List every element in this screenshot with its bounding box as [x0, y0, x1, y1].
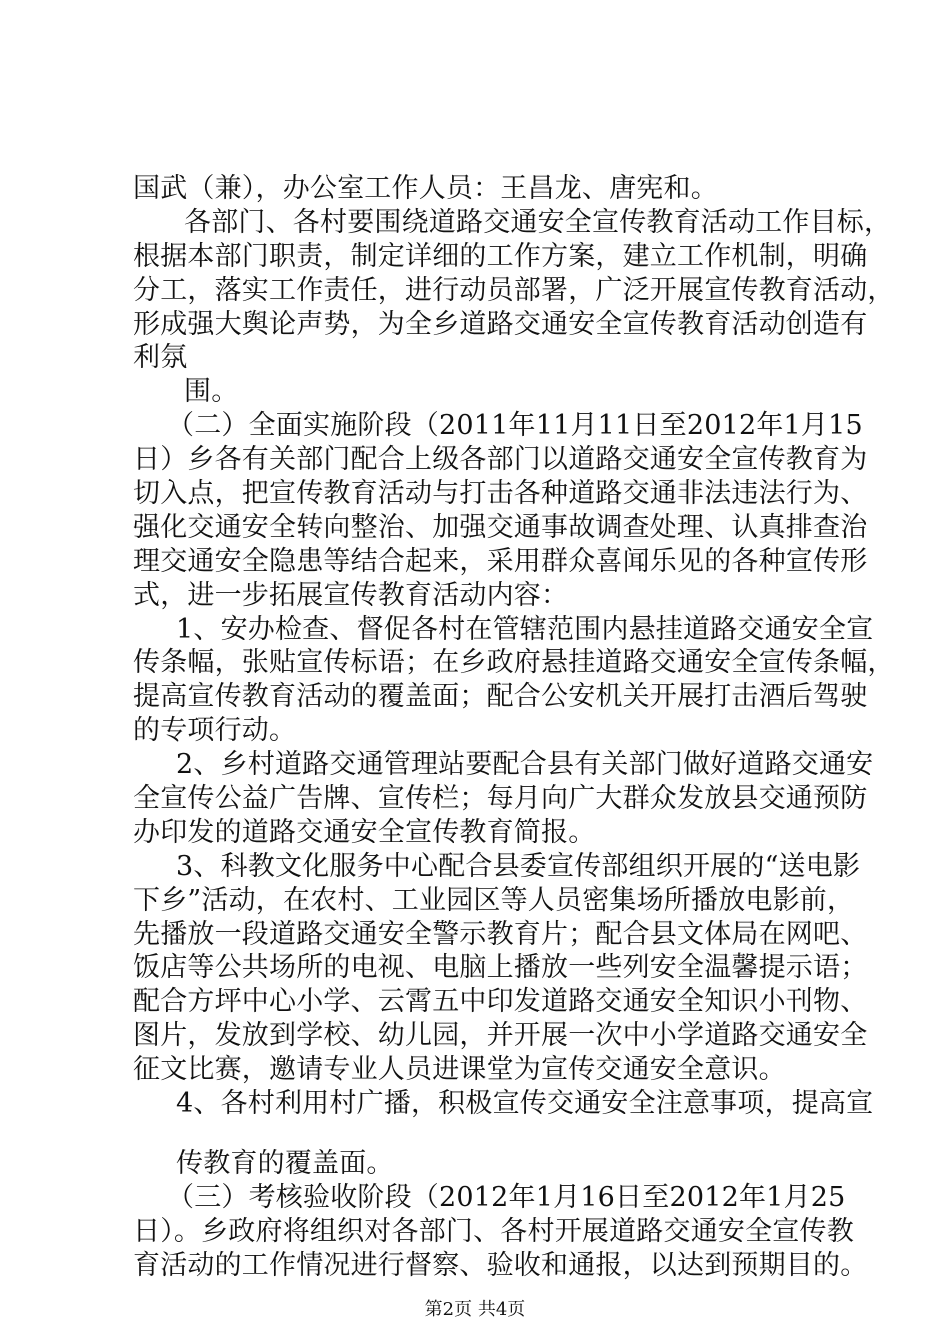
- text-line: 全宣传公益广告牌、宣传栏；每月向广大群众发放县交通预防: [133, 783, 868, 814]
- list-item-line: 2、乡村道路交通管理站要配合县有关部门做好道路交通安: [176, 749, 874, 780]
- text-line: 提高宣传教育活动的覆盖面；配合公安机关开展打击酒后驾驶: [133, 681, 868, 712]
- text-line: 饭店等公共场所的电视、电脑上播放一些列安全温馨提示语；: [133, 952, 868, 983]
- text-line: 下乡”活动，在农村、工业园区等人员密集场所播放电影前，: [133, 885, 855, 916]
- text-line: 根据本部门职责，制定详细的工作方案，建立工作机制，明确: [133, 241, 868, 272]
- text-line: 理交通安全隐患等结合起来，采用群众喜闻乐见的各种宣传形: [133, 546, 868, 577]
- text-line: 征文比赛，邀请专业人员进课堂为宣传交通安全意识。: [133, 1054, 786, 1085]
- text-line: 办印发的道路交通安全宣传教育简报。: [133, 817, 596, 848]
- list-item-line: 3、科教文化服务中心配合县委宣传部组织开展的“送电影: [176, 851, 861, 882]
- section-heading-line: （三）考核验收阶段（2012年1月16日至2012年1月25: [167, 1182, 846, 1213]
- text-line: 分工，落实工作责任，进行动员部署，广泛开展宣传教育活动，: [133, 275, 895, 306]
- text-line: 切入点，把宣传教育活动与打击各种道路交通非法违法行为、: [133, 478, 868, 509]
- section-heading-line: （二）全面实施阶段（2011年11月11日至2012年1月15: [167, 410, 863, 441]
- text-line: 传条幅，张贴宣传标语；在乡政府悬挂道路交通安全宣传条幅，: [133, 647, 895, 678]
- text-line: 的专项行动。: [133, 715, 297, 746]
- text-line: 先播放一段道路交通安全警示教育片；配合县文体局在网吧、: [133, 919, 868, 950]
- text-line: 利氛: [133, 342, 188, 373]
- text-line: 围。: [184, 376, 239, 407]
- list-item-line: 1、安办检查、督促各村在管辖范围内悬挂道路交通安全宣: [176, 614, 874, 645]
- text-line: 国武（兼），办公室工作人员：王昌龙、唐宪和。: [133, 173, 718, 204]
- text-line: 式，进一步拓展宣传教育活动内容：: [133, 580, 569, 611]
- page-number-footer: 第2页 共4页: [424, 1299, 526, 1320]
- list-item-line: 4、各村利用村广播，积极宣传交通安全注意事项，提高宣: [176, 1088, 874, 1119]
- paragraph-start-line: 各部门、各村要围绕道路交通安全宣传教育活动工作目标，: [184, 207, 892, 238]
- text-line: 育活动的工作情况进行督察、验收和通报，以达到预期目的。: [133, 1250, 868, 1281]
- text-line: 传教育的覆盖面。: [176, 1148, 394, 1179]
- text-line: 强化交通安全转向整治、加强交通事故调查处理、认真排查治: [133, 512, 868, 543]
- text-line: 配合方坪中心小学、云霄五中印发道路交通安全知识小刊物、: [133, 986, 868, 1017]
- text-line: 日）。乡政府将组织对各部门、各村开展道路交通安全宣传教: [133, 1216, 854, 1247]
- text-line: 形成强大舆论声势，为全乡道路交通安全宣传教育活动创造有: [133, 309, 868, 340]
- text-line: 图片，发放到学校、幼儿园，并开展一次中小学道路交通安全: [133, 1020, 868, 1051]
- text-line: 日）乡各有关部门配合上级各部门以道路交通安全宣传教育为: [133, 444, 868, 475]
